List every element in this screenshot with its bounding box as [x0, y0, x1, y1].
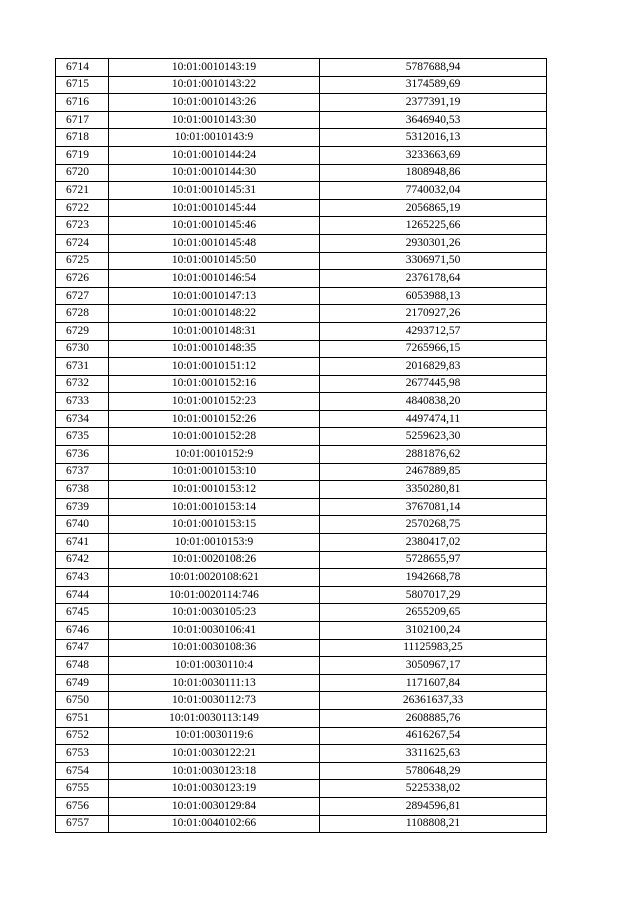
table-row: [56, 762, 547, 780]
row-number-cell: 6716: [56, 94, 109, 112]
row-number-cell: 6717: [56, 111, 109, 129]
cadastral-number-cell: 10:01:0030108:36: [109, 639, 320, 657]
cadastral-number-cell: 10:01:0030123:19: [109, 780, 320, 798]
table-row: [56, 182, 547, 200]
table-row: [56, 129, 547, 147]
table-row: [56, 375, 547, 393]
cadastral-number-cell: 10:01:0030113:149: [109, 709, 320, 727]
row-number-cell: 6715: [56, 76, 109, 94]
cadastral-number-cell: 10:01:0030105:23: [109, 604, 320, 622]
value-cell: 1942668,78: [320, 569, 547, 587]
cadastral-number-cell: 10:01:0020114:746: [109, 586, 320, 604]
cadastral-number-cell: 10:01:0010151:12: [109, 358, 320, 376]
table-row: [56, 569, 547, 587]
value-cell: 4840838,20: [320, 393, 547, 411]
table-row: [56, 287, 547, 305]
value-cell: 3174589,69: [320, 76, 547, 94]
row-number-cell: 6724: [56, 234, 109, 252]
cadastral-number-cell: 10:01:0010145:46: [109, 217, 320, 235]
row-number-cell: 6740: [56, 516, 109, 534]
table-row: [56, 358, 547, 376]
row-number-cell: 6725: [56, 252, 109, 270]
cadastral-number-cell: 10:01:0010153:12: [109, 481, 320, 499]
row-number-cell: 6726: [56, 270, 109, 288]
cadastral-number-cell: 10:01:0010143:9: [109, 129, 320, 147]
value-cell: 2016829,83: [320, 358, 547, 376]
value-cell: 4293712,57: [320, 322, 547, 340]
value-cell: 3050967,17: [320, 657, 547, 675]
table-row: [56, 745, 547, 763]
value-cell: 2655209,65: [320, 604, 547, 622]
table-row: [56, 199, 547, 217]
row-number-cell: 6732: [56, 375, 109, 393]
value-cell: 3350280,81: [320, 481, 547, 499]
row-number-cell: 6721: [56, 182, 109, 200]
table-row: [56, 797, 547, 815]
table-row: [56, 586, 547, 604]
cadastral-number-cell: 10:01:0030129:84: [109, 797, 320, 815]
row-number-cell: 6728: [56, 305, 109, 323]
value-cell: 11125983,25: [320, 639, 547, 657]
row-number-cell: 6751: [56, 709, 109, 727]
cadastral-number-cell: 10:01:0010152:9: [109, 446, 320, 464]
value-cell: 2894596,81: [320, 797, 547, 815]
row-number-cell: 6723: [56, 217, 109, 235]
row-number-cell: 6733: [56, 393, 109, 411]
value-cell: 5807017,29: [320, 586, 547, 604]
table-row: [56, 164, 547, 182]
value-cell: 2376178,64: [320, 270, 547, 288]
cadastral-number-cell: 10:01:0030119:6: [109, 727, 320, 745]
cadastral-number-cell: 10:01:0010153:9: [109, 534, 320, 552]
table-row: [56, 622, 547, 640]
row-number-cell: 6754: [56, 762, 109, 780]
row-number-cell: 6744: [56, 586, 109, 604]
value-cell: 5728655,97: [320, 551, 547, 569]
row-number-cell: 6738: [56, 481, 109, 499]
table-row: [56, 463, 547, 481]
value-cell: 2380417,02: [320, 534, 547, 552]
row-number-cell: 6748: [56, 657, 109, 675]
value-cell: 2056865,19: [320, 199, 547, 217]
row-number-cell: 6731: [56, 358, 109, 376]
value-cell: 5780648,29: [320, 762, 547, 780]
cadastral-number-cell: 10:01:0010153:15: [109, 516, 320, 534]
value-cell: 2608885,76: [320, 709, 547, 727]
value-cell: 3306971,50: [320, 252, 547, 270]
row-number-cell: 6735: [56, 428, 109, 446]
table-body: [56, 59, 547, 833]
row-number-cell: 6756: [56, 797, 109, 815]
row-number-cell: 6734: [56, 410, 109, 428]
value-cell: 1265225,66: [320, 217, 547, 235]
cadastral-number-cell: 10:01:0010148:22: [109, 305, 320, 323]
table-row: [56, 393, 547, 411]
value-cell: 7740032,04: [320, 182, 547, 200]
cadastral-number-cell: 10:01:0010148:35: [109, 340, 320, 358]
table-row: [56, 551, 547, 569]
row-number-cell: 6746: [56, 622, 109, 640]
cadastral-number-cell: 10:01:0010153:14: [109, 498, 320, 516]
cadastral-number-cell: 10:01:0010152:26: [109, 410, 320, 428]
table-row: [56, 674, 547, 692]
row-number-cell: 6743: [56, 569, 109, 587]
cadastral-number-cell: 10:01:0010143:26: [109, 94, 320, 112]
cadastral-number-cell: 10:01:0040102:66: [109, 815, 320, 833]
value-cell: 2881876,62: [320, 446, 547, 464]
row-number-cell: 6745: [56, 604, 109, 622]
table-row: [56, 146, 547, 164]
cadastral-number-cell: 10:01:0010143:19: [109, 59, 320, 77]
cadastral-number-cell: 10:01:0010152:23: [109, 393, 320, 411]
row-number-cell: 6747: [56, 639, 109, 657]
row-number-cell: 6730: [56, 340, 109, 358]
row-number-cell: 6722: [56, 199, 109, 217]
value-cell: 5787688,94: [320, 59, 547, 77]
cadastral-number-cell: 10:01:0010152:16: [109, 375, 320, 393]
table-row: [56, 604, 547, 622]
value-cell: 1808948,86: [320, 164, 547, 182]
table-row: [56, 270, 547, 288]
cadastral-number-cell: 10:01:0010144:30: [109, 164, 320, 182]
cadastral-number-cell: 10:01:0010143:30: [109, 111, 320, 129]
table-row: [56, 815, 547, 833]
row-number-cell: 6718: [56, 129, 109, 147]
row-number-cell: 6714: [56, 59, 109, 77]
value-cell: 1108808,21: [320, 815, 547, 833]
cadastral-number-cell: 10:01:0010145:31: [109, 182, 320, 200]
value-cell: 2930301,26: [320, 234, 547, 252]
row-number-cell: 6739: [56, 498, 109, 516]
cadastral-number-cell: 10:01:0010146:54: [109, 270, 320, 288]
cadastral-number-cell: 10:01:0010147:13: [109, 287, 320, 305]
cadastral-number-cell: 10:01:0010143:22: [109, 76, 320, 94]
value-cell: 3311625,63: [320, 745, 547, 763]
table-row: [56, 94, 547, 112]
value-cell: 26361637,33: [320, 692, 547, 710]
value-cell: 7265966,15: [320, 340, 547, 358]
table-row: [56, 111, 547, 129]
row-number-cell: 6729: [56, 322, 109, 340]
row-number-cell: 6753: [56, 745, 109, 763]
row-number-cell: 6757: [56, 815, 109, 833]
value-cell: 4616267,54: [320, 727, 547, 745]
table-row: [56, 59, 547, 77]
table-row: [56, 322, 547, 340]
cadastral-number-cell: 10:01:0020108:26: [109, 551, 320, 569]
table-row: [56, 727, 547, 745]
value-cell: 2377391,19: [320, 94, 547, 112]
table-row: [56, 234, 547, 252]
table-row: [56, 446, 547, 464]
value-cell: 6053988,13: [320, 287, 547, 305]
table-row: [56, 217, 547, 235]
value-cell: 5259623,30: [320, 428, 547, 446]
cadastral-number-cell: 10:01:0030106:41: [109, 622, 320, 640]
table-row: [56, 410, 547, 428]
cadastral-number-cell: 10:01:0010152:28: [109, 428, 320, 446]
table-row: [56, 340, 547, 358]
cadastral-number-cell: 10:01:0010144:24: [109, 146, 320, 164]
table-row: [56, 498, 547, 516]
table-row: [56, 428, 547, 446]
cadastral-number-cell: 10:01:0020108:621: [109, 569, 320, 587]
table-row: [56, 657, 547, 675]
cadastral-number-cell: 10:01:0030122:21: [109, 745, 320, 763]
table-row: [56, 709, 547, 727]
cadastral-number-cell: 10:01:0030111:13: [109, 674, 320, 692]
value-cell: 3646940,53: [320, 111, 547, 129]
table-row: [56, 692, 547, 710]
data-table: [55, 58, 547, 833]
row-number-cell: 6727: [56, 287, 109, 305]
cadastral-number-cell: 10:01:0010148:31: [109, 322, 320, 340]
cadastral-number-cell: 10:01:0030110:4: [109, 657, 320, 675]
value-cell: 2677445,98: [320, 375, 547, 393]
row-number-cell: 6736: [56, 446, 109, 464]
cadastral-number-cell: 10:01:0010145:44: [109, 199, 320, 217]
value-cell: 3233663,69: [320, 146, 547, 164]
value-cell: 2467889,85: [320, 463, 547, 481]
row-number-cell: 6749: [56, 674, 109, 692]
cadastral-number-cell: 10:01:0010145:50: [109, 252, 320, 270]
value-cell: 2170927,26: [320, 305, 547, 323]
table-row: [56, 780, 547, 798]
cadastral-number-cell: 10:01:0030112:73: [109, 692, 320, 710]
value-cell: 5312016,13: [320, 129, 547, 147]
row-number-cell: 6752: [56, 727, 109, 745]
value-cell: 3102100,24: [320, 622, 547, 640]
table-row: [56, 252, 547, 270]
table-row: [56, 534, 547, 552]
table-row: [56, 639, 547, 657]
cadastral-number-cell: 10:01:0010145:48: [109, 234, 320, 252]
table-row: [56, 481, 547, 499]
table-row: [56, 516, 547, 534]
row-number-cell: 6755: [56, 780, 109, 798]
table-row: [56, 305, 547, 323]
row-number-cell: 6750: [56, 692, 109, 710]
value-cell: 3767081,14: [320, 498, 547, 516]
value-cell: 1171607,84: [320, 674, 547, 692]
row-number-cell: 6719: [56, 146, 109, 164]
table-row: [56, 76, 547, 94]
value-cell: 5225338,02: [320, 780, 547, 798]
cadastral-number-cell: 10:01:0030123:18: [109, 762, 320, 780]
row-number-cell: 6742: [56, 551, 109, 569]
value-cell: 2570268,75: [320, 516, 547, 534]
row-number-cell: 6741: [56, 534, 109, 552]
value-cell: 4497474,11: [320, 410, 547, 428]
row-number-cell: 6737: [56, 463, 109, 481]
cadastral-number-cell: 10:01:0010153:10: [109, 463, 320, 481]
row-number-cell: 6720: [56, 164, 109, 182]
